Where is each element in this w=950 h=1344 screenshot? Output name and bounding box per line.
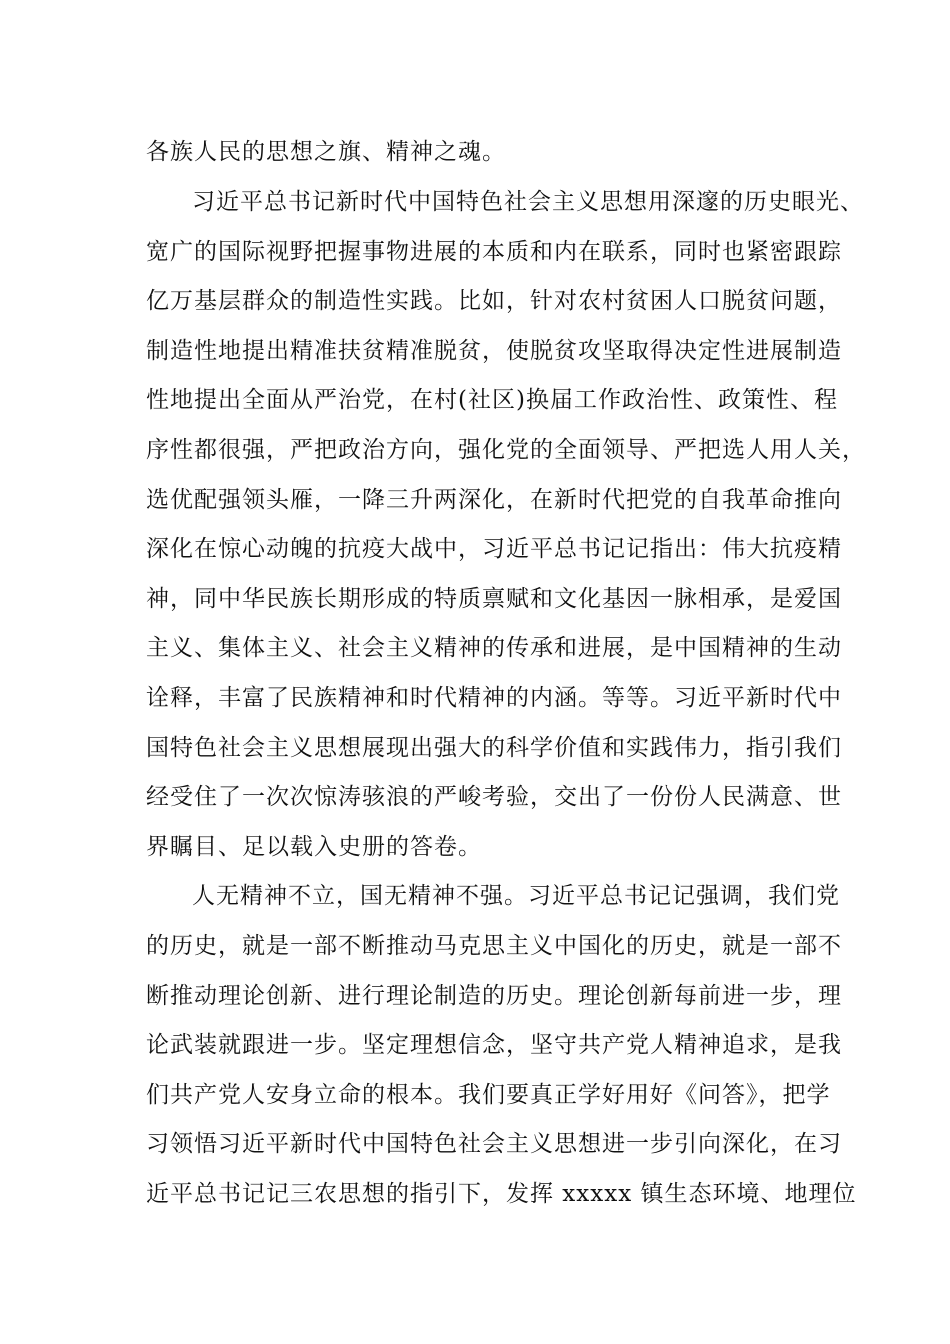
text-line: 国特色社会主义思想展现出强大的科学价值和实践伟力，指引我们 <box>146 735 842 761</box>
text-line: 们共产党人安身立命的根本。我们要真正学好用好《问答》，把学 <box>146 1082 831 1108</box>
text-line: 深化在惊心动魄的抗疫大战中，习近平总书记记指出：伟大抗疫精 <box>146 536 842 562</box>
text-line: 近平总书记记三农思想的指引下，发挥 xxxxx 镇生态环境、地理位 <box>146 1181 857 1207</box>
text-line: 主义、集体主义、社会主义精神的传承和进展，是中国精神的生动 <box>146 635 842 661</box>
text-line: 制造性地提出精准扶贫精准脱贫，使脱贫攻坚取得决定性进展制造 <box>146 338 842 364</box>
text-line: 神，同中华民族长期形成的特质禀赋和文化基因一脉相承，是爱国 <box>146 586 842 612</box>
text-line: 选优配强领头雁，一降三升两深化，在新时代把党的自我革命推向 <box>146 487 842 513</box>
text-line: 经受住了一次次惊涛骇浪的严峻考验，交出了一份份人民满意、世 <box>146 784 842 810</box>
text-line: 界瞩目、足以载入史册的答卷。 <box>146 834 482 860</box>
text-line: 诠释，丰富了民族精神和时代精神的内涵。等等。习近平新时代中 <box>146 685 842 711</box>
text-line: 断推动理论创新、进行理论制造的历史。理论创新每前进一步，理 <box>146 983 842 1009</box>
text-line: 论武装就跟进一步。坚定理想信念，坚守共产党人精神追求，是我 <box>146 1032 842 1058</box>
text-line: 性地提出全面从严治党，在村(社区)换届工作政治性、政策性、程 <box>146 387 838 413</box>
text-line: 的历史，就是一部不断推动马克思主义中国化的历史，就是一部不 <box>146 933 842 959</box>
text-line: 序性都很强，严把政治方向，强化党的全面领导、严把选人用人关， <box>146 437 866 463</box>
paragraph-start-line: 人无精神不立，国无精神不强。习近平总书记记强调，我们党 <box>192 883 840 909</box>
paragraph-start-line: 习近平总书记新时代中国特色社会主义思想用深邃的历史眼光、 <box>192 189 864 215</box>
text-line: 亿万基层群众的制造性实践。比如，针对农村贫困人口脱贫问题， <box>146 288 842 314</box>
text-line: 各族人民的思想之旗、精神之魂。 <box>146 139 506 165</box>
text-line: 宽广的国际视野把握事物进展的本质和内在联系，同时也紧密跟踪 <box>146 239 842 265</box>
text-line: 习领悟习近平新时代中国特色社会主义思想进一步引向深化，在习 <box>146 1131 842 1157</box>
